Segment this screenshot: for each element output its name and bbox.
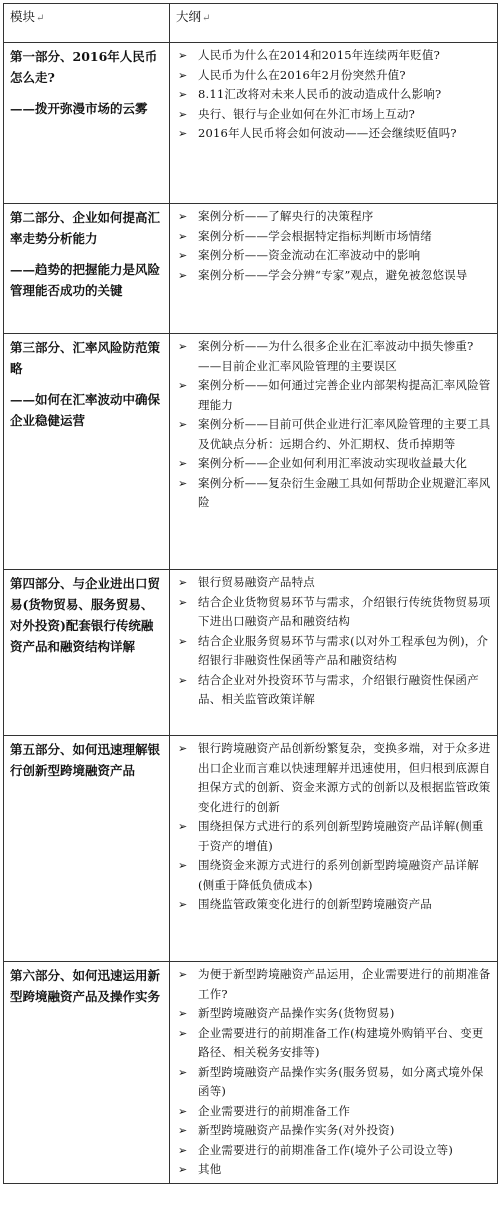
list-item [176,671,492,710]
list-item-text: 案例分析——目前可供企业进行汇率风险管理的主要工具及优缺点分析：远期合约、外汇期权、货币掉期等 [198,417,491,451]
list-item-text: 围绕担保方式进行的系列创新型跨境融资产品详解(侧重于资产的增值) [198,819,484,853]
arrow-bullet-icon: ➢ [178,229,188,243]
list-item-text: 人民币为什么在2016年2月份突然升值? [198,67,406,82]
list-item [176,1121,492,1141]
list-item-text: 案例分析——复杂衍生金融工具如何帮助企业规避汇率风险 [198,475,491,509]
arrow-bullet-icon: ➢ [178,49,188,62]
list-item [176,85,492,105]
outline-list [176,207,492,285]
outline-cell [170,43,498,204]
list-item [176,856,492,895]
arrow-bullet-icon: ➢ [178,249,188,262]
module-cell [4,570,170,736]
arrow-bullet-icon: ➢ [178,1104,188,1118]
arrow-bullet-icon: ➢ [178,379,188,392]
arrow-bullet-icon: ➢ [178,68,188,82]
list-item [176,573,492,593]
outline-cell [170,736,498,962]
outline-list [176,573,492,710]
module-title: 第六部分、如何迅速运用新型跨境融资产品及操作实务 [10,968,161,1004]
module-subtitle: ——拨开弥漫市场的云雾 [10,101,148,116]
list-item-text: 案例分析——为什么很多企业在汇率波动中损失惨重?——目前企业汇率风险管理的主要误区 [198,339,474,373]
arrow-bullet-icon: ➢ [178,418,188,431]
outline-list [176,337,492,513]
list-item-text: 案例分析——企业如何利用汇率波动实现收益最大化 [198,456,468,470]
arrow-bullet-icon: ➢ [178,1007,188,1020]
arrow-bullet-icon: ➢ [178,457,188,470]
list-item [176,66,492,86]
list-item [176,817,492,856]
list-item-text: 案例分析——学会根据特定指标判断市场情绪 [198,228,432,243]
arrow-bullet-icon: ➢ [178,898,188,911]
arrow-bullet-icon: ➢ [178,576,188,589]
outline-list [176,46,492,144]
list-item-text: 围绕资金来源方式进行的系列创新型跨境融资产品详解(侧重于降低负债成本) [198,858,479,892]
list-item [176,227,492,247]
list-item-text: 8.11汇改将对未来人民币的波动造成什么影响? [198,87,442,101]
arrow-bullet-icon: ➢ [178,968,188,981]
list-item-text: 为便于新型跨境融资产品运用，企业需要进行的前期准备工作? [198,967,491,1001]
list-item-text: 2016年人民币将会如何波动——还会继续贬值吗? [198,126,457,140]
arrow-bullet-icon: ➢ [178,595,188,609]
list-item-text: 结合企业货物贸易环节与需求，介绍银行传统货物贸易项下进出口融资产品和融资结构 [198,594,491,628]
arrow-bullet-icon: ➢ [178,268,188,282]
list-item-text: 结合企业对外投资环节与需求，介绍银行融资性保函产品、相关监管政策详解 [198,672,479,706]
list-item [176,415,492,454]
list-item [176,1004,492,1024]
list-item-text: 企业需要进行的前期准备工作 [198,1103,351,1118]
arrow-bullet-icon: ➢ [178,1143,188,1157]
list-item [176,965,492,1004]
list-item-text: 企业需要进行的前期准备工作(境外子公司设立等) [198,1142,454,1157]
list-item-text: 新型跨境融资产品操作实务(服务贸易，如分离式境外保函等) [198,1064,484,1098]
header-module: 模块↵ [4,4,170,43]
list-item-text: 新型跨境融资产品操作实务(货物贸易) [198,1006,395,1020]
arrow-bullet-icon: ➢ [178,820,188,833]
outline-list [176,965,492,1180]
list-item [176,1063,492,1102]
list-item-text: 围绕监管政策变化进行的创新型跨境融资产品 [198,897,432,911]
module-title: 第三部分、汇率风险防范策略 [10,340,161,376]
list-item-text: 银行跨境融资产品创新纷繁复杂，变换多端，对于众多进出口企业而言难以快速理解并迅速使用，但归根到底源自担保方式的创新、资金来源方式的创新以及根据监管政策变化进行的创新 [198,741,491,814]
table-row [4,43,498,204]
table-row [4,204,498,334]
arrow-bullet-icon: ➢ [178,1124,188,1137]
module-subtitle: ——趋势的把握能力是风险管理能否成功的关键 [10,262,161,298]
outline-list [176,739,492,915]
list-item [176,376,492,415]
list-item [176,1160,492,1180]
arrow-bullet-icon: ➢ [178,476,188,490]
module-subtitle: ——如何在汇率波动中确保企业稳健运营 [10,392,161,428]
list-item [176,207,492,227]
table-row [4,570,498,736]
list-item-text: 结合企业服务贸易环节与需求(以对外工程承包为例)，介绍银行非融资性保函等产品和融资结构 [198,633,489,667]
list-item-text: 案例分析——如何通过完善企业内部架构提高汇率风险管理能力 [198,378,491,412]
table-row [4,736,498,962]
module-cell [4,334,170,570]
arrow-bullet-icon: ➢ [178,88,188,101]
list-item-text: 央行、银行与企业如何在外汇市场上互动? [198,106,415,121]
list-item [176,739,492,817]
course-outline-table [3,3,498,1184]
module-cell [4,962,170,1184]
list-item [176,1024,492,1063]
list-item [176,474,492,513]
arrow-bullet-icon: ➢ [178,1026,188,1040]
list-item [176,895,492,915]
arrow-bullet-icon: ➢ [178,859,188,872]
list-item [176,1141,492,1161]
arrow-bullet-icon: ➢ [178,1065,188,1079]
list-item [176,246,492,266]
list-item-text: 案例分析——了解央行的决策程序 [198,209,374,223]
list-item-text: 银行贸易融资产品特点 [198,575,315,589]
header-outline: 大纲↵ [170,4,498,43]
list-item-text: 案例分析——学会分辨“专家”观点，避免被忽悠误导 [198,267,468,282]
outline-cell [170,570,498,736]
arrow-bullet-icon: ➢ [178,1163,188,1176]
module-cell [4,43,170,204]
arrow-bullet-icon: ➢ [178,634,188,648]
arrow-bullet-icon: ➢ [178,127,188,140]
module-title: 第一部分、2016年人民币怎么走? [10,49,158,85]
list-item [176,337,492,376]
list-item-text: 企业需要进行的前期准备工作(构建境外购销平台、变更路径、相关税务安排等) [198,1025,484,1059]
arrow-bullet-icon: ➢ [178,340,188,353]
module-title: 第四部分、与企业进出口贸易(货物贸易、服务贸易、对外投资)配套银行传统融资产品和融资结构详解 [10,576,161,654]
arrow-bullet-icon: ➢ [178,210,188,223]
list-item-text: 案例分析——资金流动在汇率波动中的影响 [198,248,421,262]
arrow-bullet-icon: ➢ [178,673,188,687]
list-item-text: 其他 [198,1162,222,1176]
list-item [176,105,492,125]
module-title: 第二部分、企业如何提高汇率走势分析能力 [10,210,161,246]
module-cell [4,736,170,962]
outline-cell [170,204,498,334]
list-item [176,632,492,671]
list-item [176,266,492,286]
list-item-text: 新型跨境融资产品操作实务(对外投资) [198,1123,395,1137]
list-item [176,124,492,144]
list-item [176,454,492,474]
outline-cell [170,962,498,1184]
arrow-bullet-icon: ➢ [178,107,188,121]
module-cell [4,204,170,334]
list-item [176,46,492,66]
module-title: 第五部分、如何迅速理解银行创新型跨境融资产品 [10,742,161,778]
list-item-text: 人民币为什么在2014和2015年连续两年贬值? [198,48,440,62]
arrow-bullet-icon: ➢ [178,742,188,755]
table-row [4,962,498,1184]
table-row [4,334,498,570]
list-item [176,593,492,632]
outline-cell [170,334,498,570]
table-header-row [4,4,498,43]
list-item [176,1102,492,1122]
